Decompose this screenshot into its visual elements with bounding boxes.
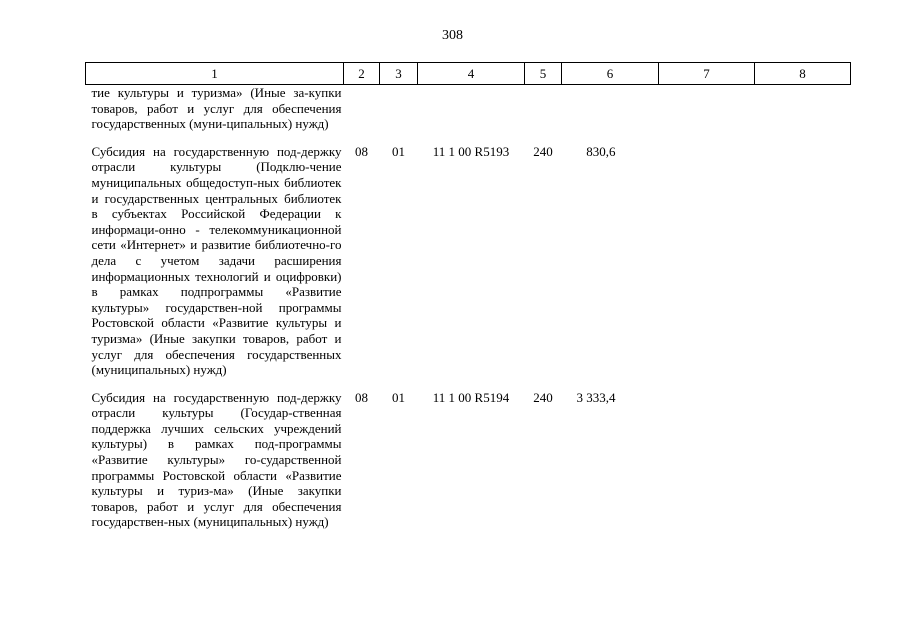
header-col-6: 6 xyxy=(562,63,659,85)
row-pr: 01 xyxy=(392,143,405,159)
row-amount: 3 333,4 xyxy=(576,389,616,405)
row-csr: 11 1 00 R5193 xyxy=(432,143,510,159)
row-rz: 08 xyxy=(355,389,368,405)
row-rz xyxy=(344,85,380,144)
row-col8 xyxy=(755,85,851,144)
table-row xyxy=(86,390,851,542)
budget-table xyxy=(85,62,851,542)
row-rz: 08 xyxy=(355,143,368,159)
header-col-7: 7 xyxy=(659,63,755,85)
header-col-5: 5 xyxy=(525,63,562,85)
header-row xyxy=(86,63,851,85)
row-description: Субсидия на государственную под-держку отрасли культуры (Подклю-чение муниципальных общедоступ-ных библиотек и государственных центральных библиотек в субъектах Российской Федерации к информаци-онно - телекоммуникационной сети «Интернет» и развитие библиотечно-го дела с учетом задачи расширения информационных технологий и оцифровки) в рамках подпрограммы «Развитие культуры» государствен-ной программы Ростовской области «Развитие культуры и туризма» (Иные закупки товаров, работ и услуг для обеспечения государственных (муниципальных) нужд) xyxy=(91,143,342,378)
budget-table-container xyxy=(85,62,850,542)
table-row xyxy=(86,85,851,144)
row-vr: 240 xyxy=(533,389,553,405)
row-pr: 01 xyxy=(392,389,405,405)
header-col-1: 1 xyxy=(86,63,344,85)
row-csr xyxy=(418,85,525,144)
row-description: Субсидия на государственную под-держку отрасли культуры (Государ-ственная поддержка лучших сельских учреждений культуры) в рамках под-программы «Развитие культуры» го-сударственной программы Ростовской области «Развитие культуры и туриз-ма» (Иные закупки товаров, работ и услуг для обеспечения государствен-ных (муниципальных) нужд) xyxy=(91,389,342,530)
header-col-4: 4 xyxy=(418,63,525,85)
row-pr xyxy=(380,85,418,144)
page-number: 308 xyxy=(442,28,463,43)
row-amount: 830,6 xyxy=(586,143,616,159)
row-vr xyxy=(525,85,562,144)
row-col7 xyxy=(659,144,755,390)
table-body xyxy=(86,85,851,543)
header-col-8: 8 xyxy=(755,63,851,85)
row-col8 xyxy=(755,390,851,542)
row-col7 xyxy=(659,85,755,144)
row-col7 xyxy=(659,390,755,542)
header-col-2: 2 xyxy=(344,63,380,85)
row-csr: 11 1 00 R5194 xyxy=(432,389,510,405)
table-row xyxy=(86,144,851,390)
row-vr: 240 xyxy=(533,143,553,159)
table-header xyxy=(86,63,851,85)
header-col-3: 3 xyxy=(380,63,418,85)
row-description: тие культуры и туризма» (Иные за-купки товаров, работ и услуг для обеспечения государственных (муни-ципальных) нужд) xyxy=(91,85,342,132)
row-col8 xyxy=(755,144,851,390)
row-amount xyxy=(562,85,659,144)
